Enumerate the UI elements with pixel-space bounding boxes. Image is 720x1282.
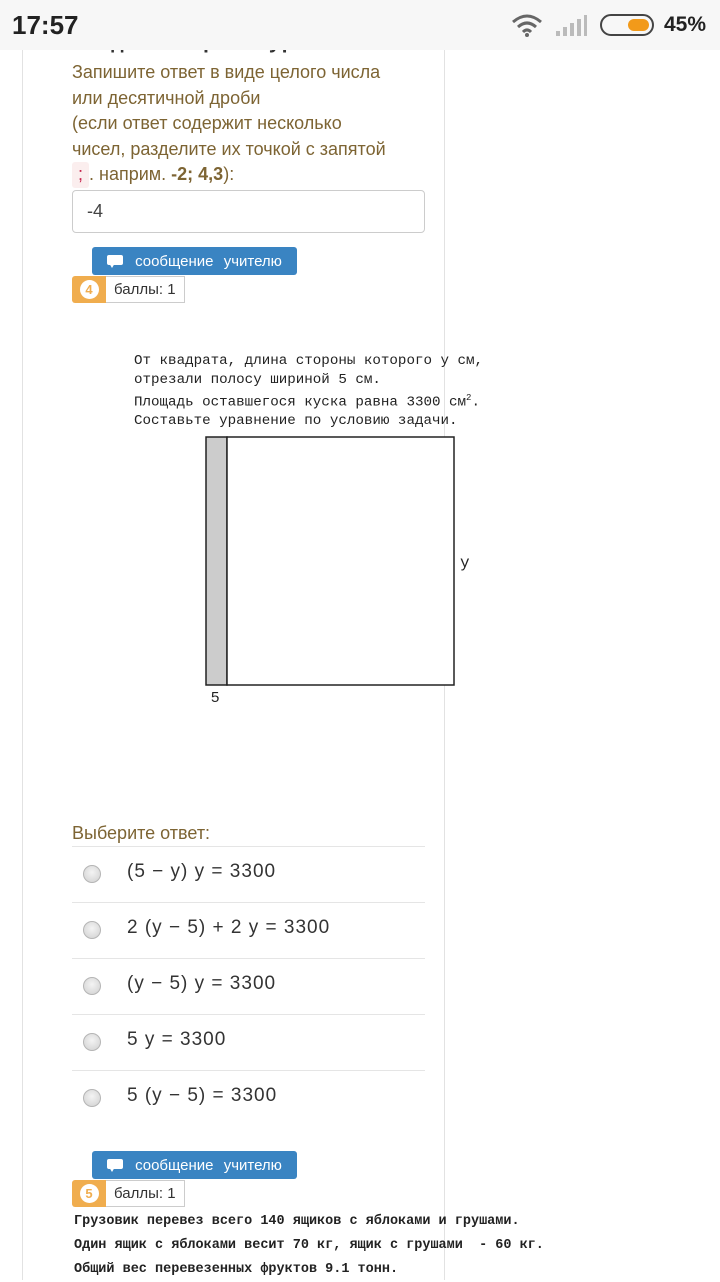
instruction-line: или десятичной дроби <box>72 87 261 108</box>
wifi-icon <box>510 13 544 37</box>
answer-option[interactable] <box>72 846 425 902</box>
problem-line: Площадь оставшегося куска равна 3300 см <box>134 394 467 411</box>
radio-button[interactable] <box>83 1033 101 1051</box>
question-3-instruction <box>72 60 432 188</box>
answer-option[interactable] <box>72 1070 425 1126</box>
question-number-badge <box>72 1180 106 1207</box>
option-text: 2 (y − 5) + 2 y = 3300 <box>127 917 331 938</box>
battery-level <box>628 19 649 31</box>
question-5-problem <box>74 1210 544 1282</box>
instruction-line: (если ответ содержит несколько <box>72 113 342 133</box>
question-5-score <box>72 1180 185 1207</box>
problem-line: От квадрата, длина стороны которого y см, <box>134 353 484 369</box>
speech-bubble-icon <box>107 255 123 268</box>
answer-option[interactable] <box>72 902 425 958</box>
answer-options <box>72 846 425 1126</box>
example-suffix: ): <box>223 164 235 184</box>
option-text: 5 y = 3300 <box>127 1029 227 1050</box>
signal-icon <box>554 13 588 37</box>
side-label-y: y <box>460 554 470 572</box>
choose-answer-prompt: Выберите ответ: <box>72 823 211 843</box>
message-teacher-button[interactable] <box>92 247 297 275</box>
radio-button[interactable] <box>83 1089 101 1107</box>
problem-line: Грузовик перевез всего 140 ящиков с яблоками и грушами. <box>74 1214 520 1229</box>
option-text: (5 − y) y = 3300 <box>127 861 277 882</box>
question-4-score <box>72 276 185 303</box>
square-figure <box>200 432 490 712</box>
problem-line: Общий вес перевезенных фруктов 9.1 тонн. <box>74 1262 399 1277</box>
message-teacher-button[interactable] <box>92 1151 297 1179</box>
message-teacher-label: сообщение учителю <box>135 252 282 270</box>
example-value: -2; 4,3 <box>171 164 224 184</box>
score-label: баллы: 1 <box>106 1180 185 1207</box>
problem-line: Один ящик с яблоками весит 70 кг, ящик с грушами - 60 кг. <box>74 1238 544 1253</box>
option-text: 5 (y − 5) = 3300 <box>127 1085 278 1106</box>
strip-label-5: 5 <box>211 689 220 706</box>
status-icons <box>510 12 706 38</box>
superscript: 2 <box>466 393 472 403</box>
message-teacher-label: сообщение учителю <box>135 1156 282 1174</box>
problem-line: отрезали полосу шириной 5 см. <box>134 371 381 388</box>
battery-percent: 45% <box>663 13 706 36</box>
answer-option[interactable] <box>72 1014 425 1070</box>
battery-icon <box>600 14 654 36</box>
question-number-badge <box>72 276 106 303</box>
instruction-line: чисел, разделите их точкой с запятой <box>72 138 386 159</box>
score-label: баллы: 1 <box>106 276 185 303</box>
problem-line-end: . <box>471 394 480 411</box>
radio-button[interactable] <box>83 921 101 939</box>
question-4-problem <box>134 352 483 431</box>
speech-bubble-icon <box>107 1159 123 1172</box>
problem-line: Составьте уравнение по условию задачи. <box>134 413 458 430</box>
answer-input[interactable] <box>72 190 425 233</box>
cut-strip <box>206 437 227 685</box>
radio-button[interactable] <box>83 977 101 995</box>
instruction-line: Запишите ответ в виде целого числа <box>72 62 381 82</box>
question-number: 4 <box>80 280 99 299</box>
remaining-piece <box>227 437 454 685</box>
answer-option[interactable] <box>72 958 425 1014</box>
radio-button[interactable] <box>83 865 101 883</box>
question-number: 5 <box>80 1184 99 1203</box>
clock: 17:57 <box>12 10 79 40</box>
status-bar <box>0 0 720 50</box>
option-text: (y − 5) y = 3300 <box>127 973 277 994</box>
separator-code: ; <box>72 162 89 188</box>
example-prefix: . наприм. <box>89 164 172 184</box>
